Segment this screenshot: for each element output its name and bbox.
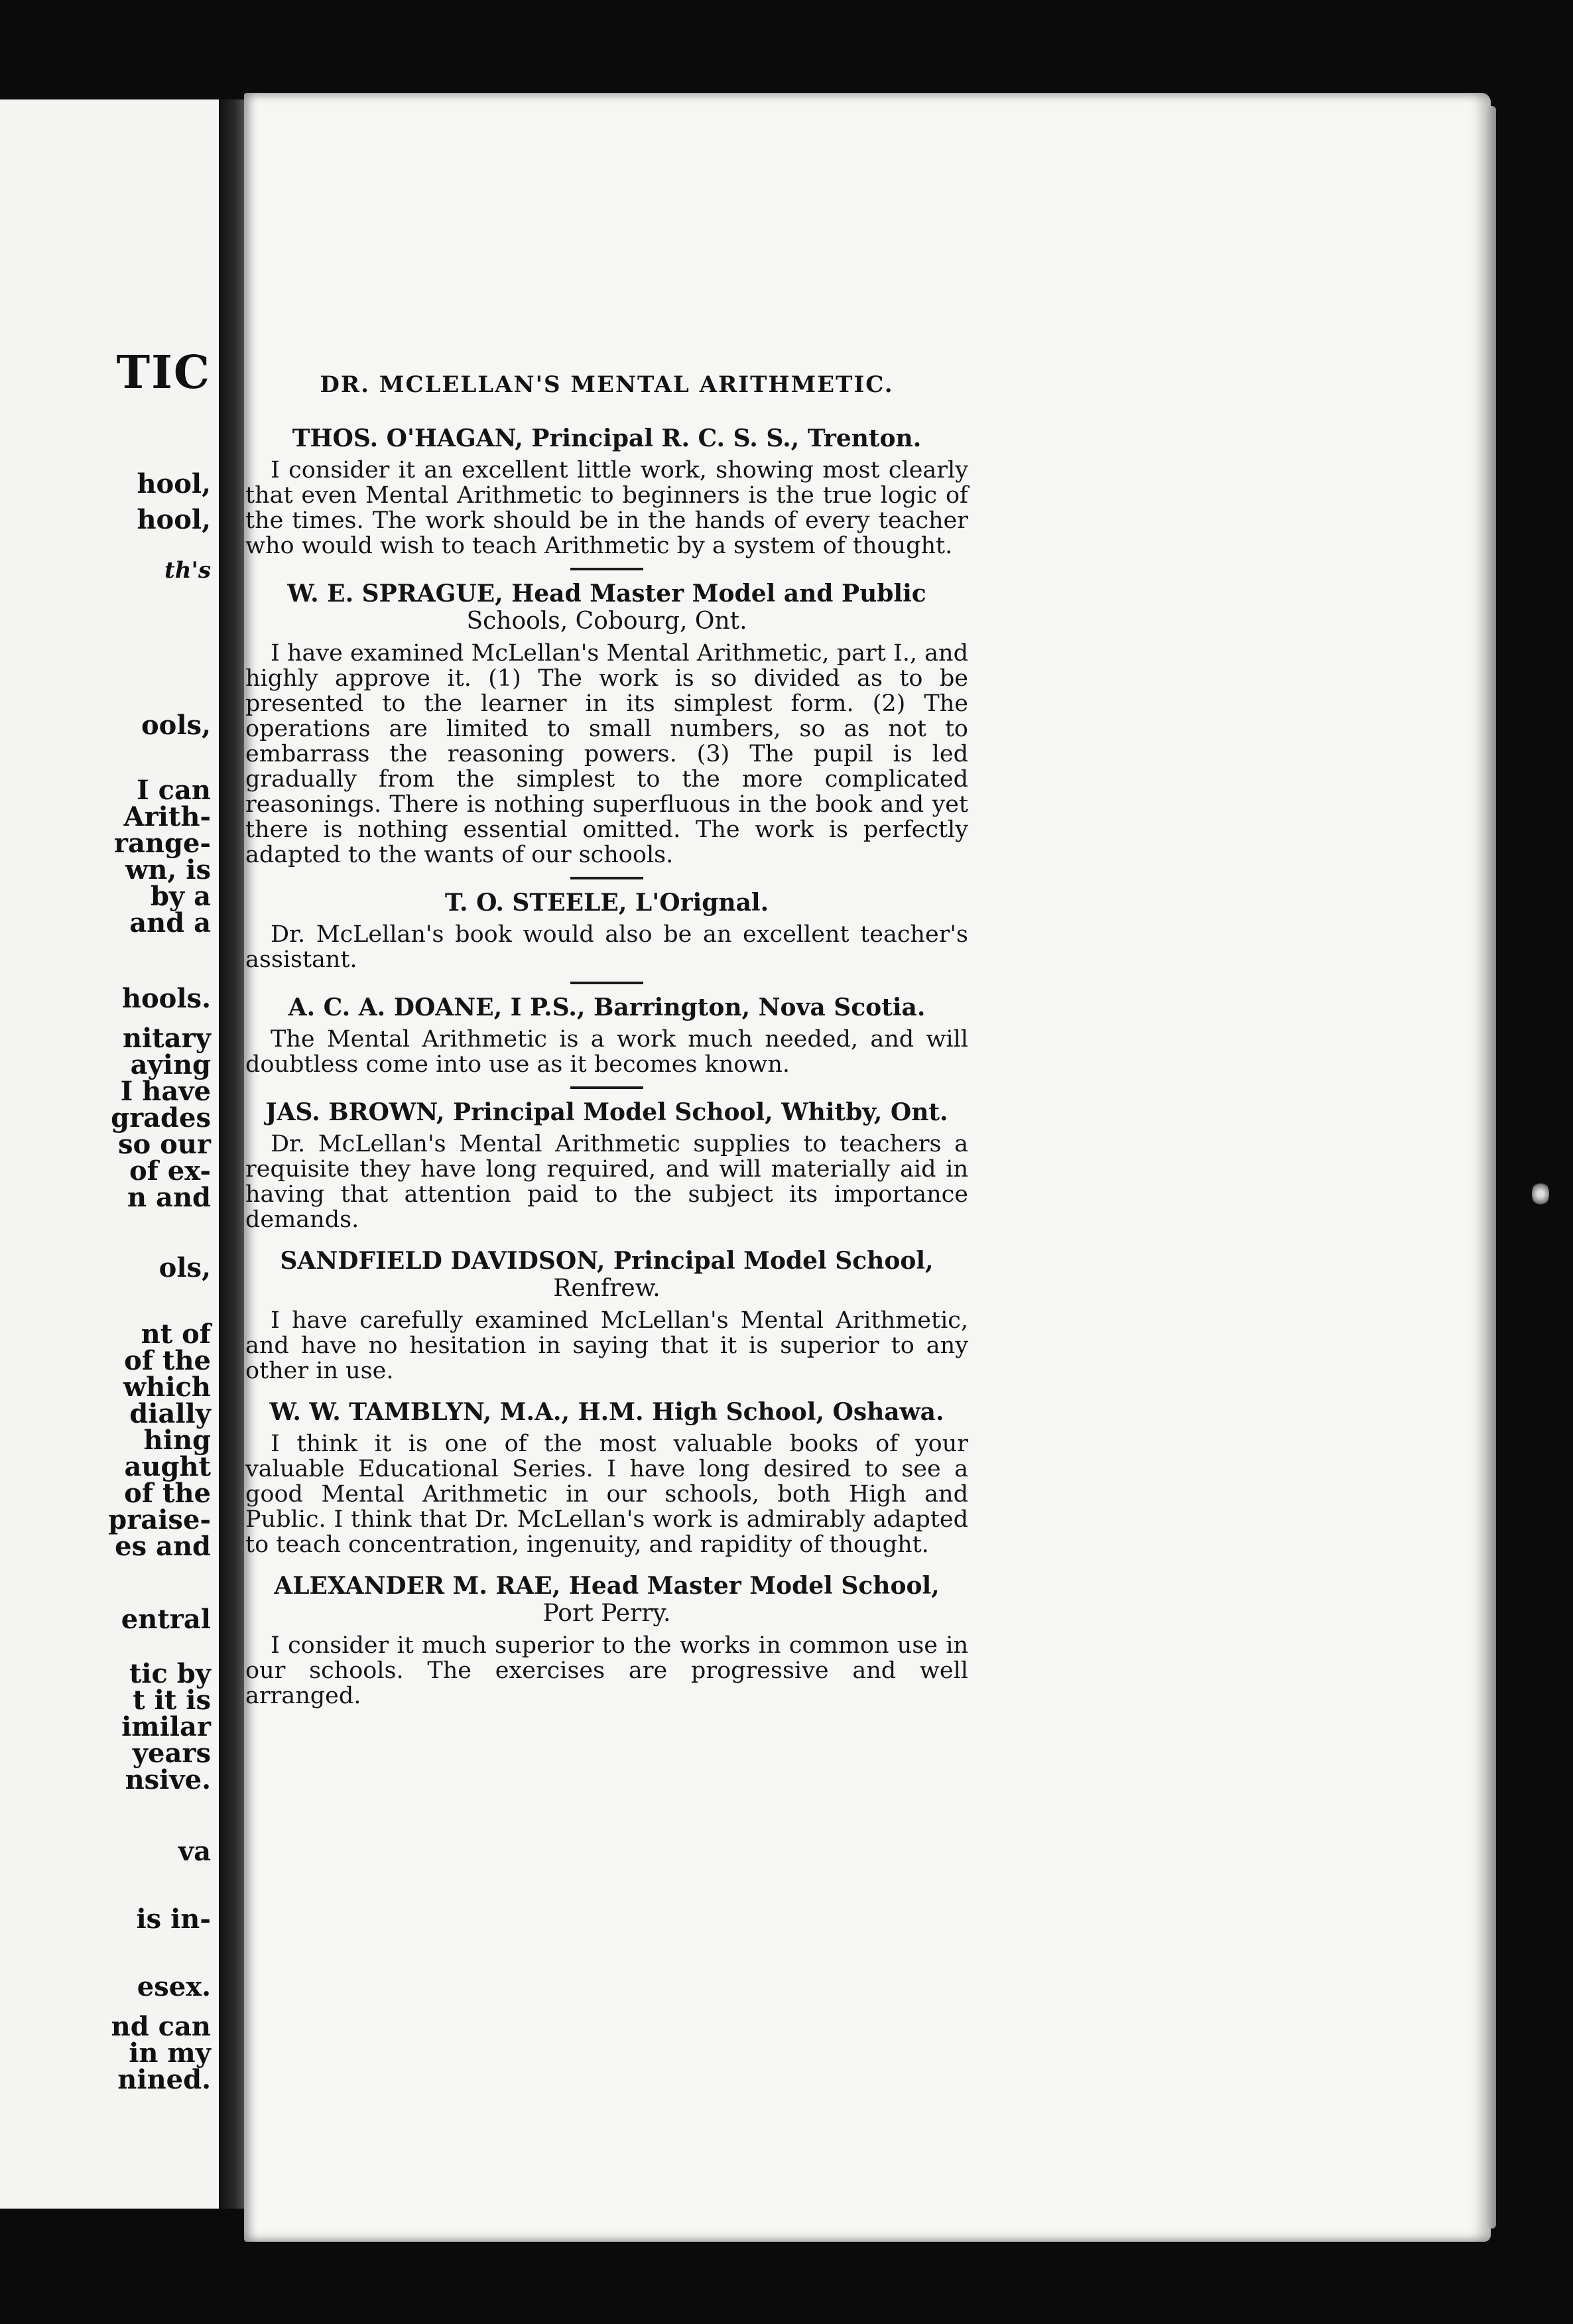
left-fragment-line: es and xyxy=(115,1531,211,1562)
left-fragment-line: hing xyxy=(143,1425,211,1456)
left-fragment-line: aught xyxy=(124,1451,211,1482)
testimonial-author: T. O. STEELE, L'Orignal. xyxy=(444,889,769,917)
left-fragment-line: nd can xyxy=(111,2011,211,2042)
testimonial-author-location: Schools, Cobourg, Ont. xyxy=(466,608,747,635)
left-fragment-line: of the xyxy=(124,1345,211,1376)
testimonial-author: ALEXANDER M. RAE, Head Master Model School, xyxy=(274,1572,940,1600)
testimonial-author: W. E. SPRAGUE, Head Master Model and Public xyxy=(287,580,926,608)
left-fragment-line: praise- xyxy=(108,1504,211,1535)
testimonial-text: I consider it much superior to the works in common use in our schools. The exercises are progressive and well arranged. xyxy=(245,1632,968,1709)
left-fragment-line: so our xyxy=(118,1129,211,1160)
testimonial xyxy=(245,889,968,972)
scan-speck xyxy=(1532,1181,1549,1207)
left-fragment-line: which xyxy=(123,1372,211,1403)
left-fragment-line: Arith- xyxy=(123,801,211,832)
left-fragment-line: by a xyxy=(150,881,211,912)
testimonial-attribution xyxy=(245,580,968,635)
testimonial xyxy=(245,1098,968,1232)
testimonial-attribution xyxy=(245,1098,968,1126)
testimonial xyxy=(245,1572,968,1709)
left-fragment-line: and a xyxy=(129,907,211,938)
left-fragment-line: n and xyxy=(127,1182,211,1213)
left-fragment-line: of ex- xyxy=(129,1155,211,1187)
left-fragment-line: t it is xyxy=(133,1685,211,1716)
left-fragment-line: nsive. xyxy=(125,1764,211,1795)
testimonial-text: Dr. McLellan's book would also be an excellent teacher's assistant. xyxy=(245,921,968,973)
testimonial xyxy=(245,1398,968,1557)
testimonial-author-location: Renfrew. xyxy=(553,1275,661,1302)
left-fragment-line: nined. xyxy=(117,2064,211,2095)
section-divider xyxy=(570,982,643,984)
section-divider xyxy=(570,1086,643,1089)
left-fragment-line: wn, is xyxy=(125,854,211,885)
testimonial xyxy=(245,580,968,868)
left-fragment-heading: TIC xyxy=(116,346,211,399)
left-fragment-line: th's xyxy=(164,557,211,584)
left-fragment-line: imilar xyxy=(121,1711,211,1742)
previous-page-fragment xyxy=(0,99,221,2209)
page-title: DR. MCLELLAN'S MENTAL ARITHMETIC. xyxy=(320,371,894,398)
section-divider xyxy=(570,877,643,879)
testimonial xyxy=(245,424,968,558)
left-fragment-line: entral xyxy=(121,1604,211,1635)
left-fragment-line: esex. xyxy=(137,1971,211,2002)
left-fragment-line: years xyxy=(132,1738,211,1769)
testimonial-author: THOS. O'HAGAN, Principal R. C. S. S., Trenton. xyxy=(292,424,922,452)
left-fragment-line: tic by xyxy=(129,1658,211,1689)
left-fragment-line: I have xyxy=(120,1076,211,1107)
testimonial-text: I consider it an excellent little work, showing most clearly that even Mental Arithmetic to beginners is the true logic of the times. The work should be in the hands of every teacher who would wish to teach Arithmetic by a system of thought. xyxy=(245,457,968,559)
page-edge xyxy=(1484,106,1496,2228)
page-content xyxy=(245,371,968,1709)
testimonial-author-location: Port Perry. xyxy=(542,1600,671,1627)
testimonial-attribution xyxy=(245,1572,968,1628)
left-fragment-line: nitary xyxy=(123,1023,211,1054)
left-fragment-line: is in- xyxy=(136,1904,211,1935)
book-gutter xyxy=(219,99,245,2209)
testimonial-author: A. C. A. DOANE, I P.S., Barrington, Nova Scotia. xyxy=(288,994,926,1021)
left-fragment-line: aying xyxy=(130,1049,211,1080)
left-fragment-line: I can xyxy=(137,775,211,806)
testimonial-author: W. W. TAMBLYN, M.A., H.M. High School, Oshawa. xyxy=(269,1398,944,1426)
testimonial xyxy=(245,994,968,1077)
testimonial-author: SANDFIELD DAVIDSON, Principal Model School, xyxy=(280,1247,934,1275)
testimonial-attribution xyxy=(245,889,968,917)
testimonial-text: The Mental Arithmetic is a work much needed, and will doubtless come into use as it becomes known. xyxy=(245,1026,968,1078)
left-fragment-line: hool, xyxy=(137,504,211,535)
testimonial-text: Dr. McLellan's Mental Arithmetic supplies to teachers a requisite they have long required, and will materially aid in having that attention paid to the subject its importance demands. xyxy=(245,1131,968,1233)
left-fragment-line: of the xyxy=(124,1478,211,1509)
testimonial-author: JAS. BROWN, Principal Model School, Whitby, Ont. xyxy=(265,1098,948,1126)
left-fragment-line: va xyxy=(178,1836,211,1867)
left-fragment-line: ols, xyxy=(158,1252,211,1283)
spacer xyxy=(245,1232,968,1247)
left-fragment-line: ools, xyxy=(141,710,211,741)
testimonial-attribution xyxy=(245,994,968,1021)
spacer xyxy=(245,1557,968,1572)
left-fragment-line: dially xyxy=(129,1398,211,1429)
section-divider xyxy=(570,568,643,570)
left-fragment-line: hool, xyxy=(137,468,211,499)
testimonial-attribution xyxy=(245,424,968,452)
left-fragment-line: hools. xyxy=(121,983,211,1014)
left-fragment-line: in my xyxy=(129,2037,211,2069)
left-fragment-line: grades xyxy=(111,1102,211,1133)
testimonial-text: I think it is one of the most valuable books of your valuable Educational Series. I have long desired to see a good Mental Arithmetic in our schools, both High and Public. I think that Dr. McLellan's work is admirably adapted to teach concentration, ingenuity, and rapidity of thought. xyxy=(245,1431,968,1558)
spacer xyxy=(245,1384,968,1398)
left-fragment-line: nt of xyxy=(141,1319,211,1350)
testimonial-attribution xyxy=(245,1247,968,1303)
testimonial-text: I have carefully examined McLellan's Mental Arithmetic, and have no hesitation in saying that it is superior to any other in use. xyxy=(245,1307,968,1384)
testimonial-attribution xyxy=(245,1398,968,1426)
testimonial xyxy=(245,1247,968,1384)
testimonial-text: I have examined McLellan's Mental Arithmetic, part I., and highly approve it. (1) The work is so divided as to be presented to the learner in its simplest form. (2) The operations are limited to small numbers, so as not to embarrass the reasoning powers. (3) The pupil is led gradually from the simplest to the more complicated reasonings. There is nothing superfluous in the book and yet there is nothing essential omitted. The work is perfectly adapted to the wants of our schools. xyxy=(245,640,968,868)
left-fragment-line: range- xyxy=(113,828,211,859)
